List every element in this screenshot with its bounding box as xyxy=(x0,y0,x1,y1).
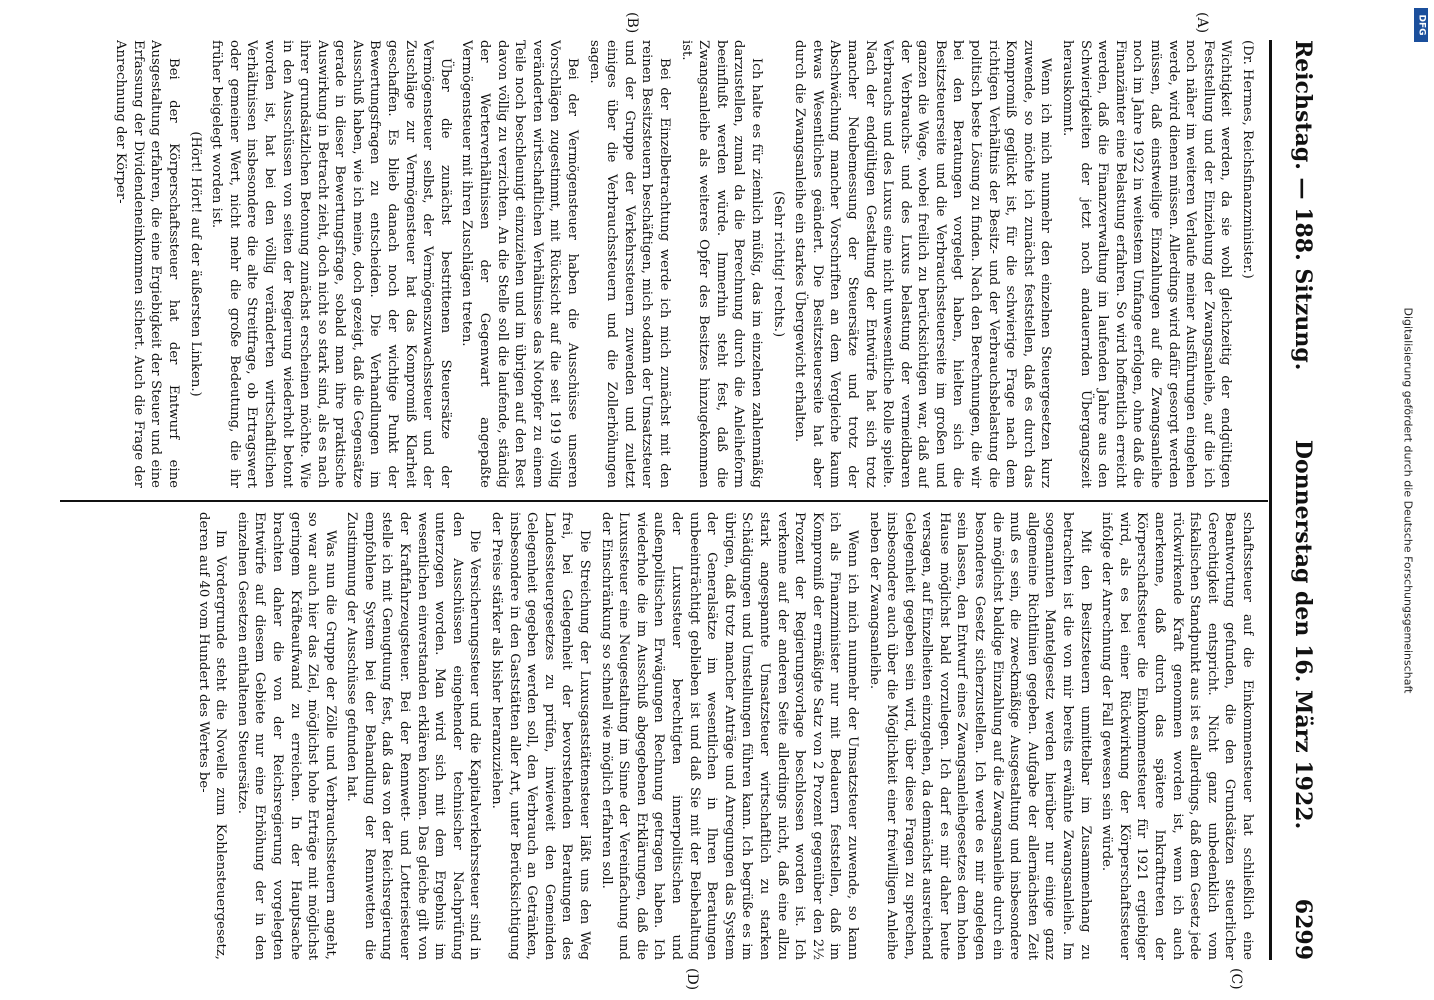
paragraph: Im Vordergrunde steht die Novelle zum Kohlensteuergesetz, deren auf 40 vom Hundert des Wertes be- xyxy=(195,512,229,960)
margin-mark-c: (C) xyxy=(1228,968,1244,990)
document-page xyxy=(40,0,1340,1000)
paragraph: Ich halte es für ziemlich müßig, das im einzelnen zahlenmäßig darzustellen, zumal da die Berechnung durch die Anleiheform beeinflußt werden würde. Immerhin steht fest, daß die Zwangsanleihe als weiteres Opfer des Besitzes hinzugekommen ist. xyxy=(678,40,764,488)
right-column xyxy=(70,512,1256,960)
page-header xyxy=(1276,40,1316,960)
speaker-line: (Dr. Hermes, Reichsfinanzminister.) xyxy=(1240,40,1255,279)
paragraph: Wenn ich mich nunmehr der Umsatzsteuer zuwende, so kann ich als Finanzminister nur mit Bedauern feststellen, daß im Kompromiß der ermäßigte Satz von 2 Prozent gegenüber den 2½ Prozent der Regierungsvorlage beschlossen worden ist. Ich verkenne auf der anderen Seite allerdings nicht, daß eine allzu stark angespannte Umsatzsteuer wirtschaftlich zu starken Schädigungen und Umstellungen führen kann. Ich begrüße es im übrigen, daß trotz mancher Anträge und Anregungen das System der Generalsätze im wesentlichen in Ihren Beratungen unbeeinträchtigt geblieben ist und daß Sie mit der Beibehaltung der Luxussteuer berechtigten innerpolitischen und außenpolitischen Erwägungen Rechnung getragen haben. Ich wiederhole die im Ausschuß abgegebenen Erklärungen, daß die Luxussteuer eine Neugestaltung im Sinne der Vereinfachung und der Einschränkung so schnell wie möglich erfahren soll. xyxy=(598,512,860,960)
digitization-note xyxy=(1392,60,1424,940)
paragraph: Was nun die Gruppe der Zölle und Verbrauchssteuern angeht, so war auch hier das Ziel, möglichst hohe Erträge mit möglichst geringem Kräfteaufwand zu erreichen. In der Hauptsache brachten daher die von der Reichsregierung vorgelegten Entwürfe auf diesem Gebiete nur eine Erhöhung der in den einzelnen Gesetzen enthaltenen Steuersätze. xyxy=(234,512,338,960)
left-column xyxy=(70,40,1256,488)
paragraph: Mit den Besitzsteuern unmittelbar im Zusammenhang zu betrachten ist die von mir bereits erwähnte Zwangsanleihe. Im sogenannten Mantelgesetz werden hierüber nur einige ganz allgemeine Richtlinien gegeben. Aufgabe der allernächsten Zeit muß es sein, die zweckmäßige Ausgestaltung und insbesondere die möglichst baldige Einzahlung auf die Zwangsanleihe durch ein besonderes Gesetz sicherzustellen. Ich werde es mir angelegen sein lassen, den Entwurf eines Zwangsanleihegesetzes dem hohen Hause möglichst bald vorzulegen. Ich darf es mir daher heute versagen, auf Einzelheiten einzugehen, da demnächst ausreichend Gelegenheit gegeben sein wird, über diese Fragen zu sprechen, insbesondere auch über die Möglichkeit einer freiwilligen Anleihe neben der Zwangsanleihe. xyxy=(866,512,1093,960)
paragraph: Die Versicherungssteuer und die Kapitalverkehrssteuer sind in den Ausschüssen eingehender technischer Nachprüfung unterzogen worden. Man wird sich mit dem Ergebnis im wesentlichen einverstanden erklären können. Das gleiche gilt von der Kraftfahrzeugsteuer. Bei der Rennwett- und Lotteriesteuer stelle ich mit Genugtuung fest, daß das von der Reichsregierung empfohlene System bei der Behandlung der Rennwetten die Zustimmung der Ausschüsse gefunden hat. xyxy=(344,512,483,960)
interjection: (Hört! Hört! auf der äußersten Linken.) xyxy=(187,131,203,397)
paragraph: Bei der Einzelbetrachtung werde ich mich zunächst mit den reinen Besitzsteuern beschäftigen, mich sodann der Umsatzsteuer und der Gruppe der Verkehrssteuern zuwenden und zuletzt einiges über die Verbrauchssteuern und die Zollerhöhungen sagen. xyxy=(586,40,672,488)
dfg-logo xyxy=(1414,8,1428,42)
header-date: Donnerstag den 16. März 1922. xyxy=(1290,439,1316,830)
header-left: Reichstag. — 188. Sitzung. xyxy=(1290,40,1316,371)
paragraph: Wichtigkeit werden, da sie wohl gleichzeitig der endgültigen Feststellung und der Einziehung der Zwangsanleihe, auf die ich noch näher im weiteren Verlaufe meiner Ausführungen eingehen werde, wird dienen müssen. Allerdings wird dafür gesorgt werden müssen, daß einstweilige Einzahlungen auf die Zwangsanleihe noch im Jahre 1922 in weitestem Umfange erfolgen, ohne daß die Finanzämter eine Belastung erfahren. So wird hoffentlich erreicht werden, daß die Finanzverwaltung im laufenden Jahre aus den Schwierigkeiten der jetzt noch andauernden Übergangszeit herauskommt. xyxy=(1060,40,1234,488)
margin-mark-a: (A) xyxy=(1194,12,1210,34)
paragraph: Die Streichung der Luxusgaststättensteuer läßt uns den Weg frei, bei Gelegenheit der bevorstehenden Beratungen des Landessteuergesetzes zu prüfen, inwieweit den Gemeinden Gelegenheit gegeben werden soll, den Verbrauch an Getränken, insbesondere in den Gaststätten aller Art, unter Berücksichtigung der Preise stärker als bisher heranzuziehen. xyxy=(489,512,593,960)
margin-mark-d: (D) xyxy=(684,968,700,991)
column-divider xyxy=(60,500,1268,502)
dfg-logo-text: DFG xyxy=(1416,14,1427,36)
interjection: (Sehr richtig! rechts.) xyxy=(770,190,786,338)
margin-mark-b: (B) xyxy=(624,12,640,34)
page-number: 6299 xyxy=(1290,898,1316,960)
header-rule xyxy=(1269,40,1272,960)
paragraph: schaftssteuer auf die Einkommensteuer hat schließlich eine Beantwortung gefunden, die den Grundsätzen steuerlicher Gerechtigkeit entspricht. Nicht ganz unbedenklich vom fiskalischen Standpunkt aus ist es allerdings, daß dem Gesetz jede rückwirkende Kraft genommen worden ist, wenn ich auch anerkenne, daß durch das spätere Inkrafttreten der Körperschaftssteuer die Einkommensteuer für 1921 ergiebiger wird, als es bei einer Rückwirkung der Körperschaftssteuer infolge der Anrechnung der Fall gewesen sein würde. xyxy=(1099,512,1255,960)
paragraph: Wenn ich mich nunmehr den einzelnen Steuergesetzen kurz zuwende, so möchte ich zunächst feststellen, daß es durch das Kompromiß geglückt ist, für die schwierige Frage nach dem richtigen Verhältnis der Besitz- und der Verbrauchsbelastung die politisch beste Lösung zu finden. Nach den Berechnungen, die wir bei den Beratungen vorgelegt haben, hielten sich die Besitzsteuerseite und die Verbrauchssteuerseite im großen und ganzen die Wage, wobei freilich zu berücksichtigen war, daß auf der Verbrauchs- und des Luxus belastung der vermeidbaren Verbrauchs und des Luxus eine nicht unwesentliche Rolle spielte. Nach der endgültigen Gestaltung der Entwürfe hat sich trotz mancher Neubemessung der Steuersätze und trotz der Abschwächung mancher Vorschriften an dem Vergleiche kaum etwas Wesentliches geändert. Die Besitzsteuerseite hat aber durch die Zwangsanleihe ein starkes Übergewicht erhalten. xyxy=(792,40,1054,488)
paragraph: Bei der Körperschaftssteuer hat der Entwurf eine Ausgestaltung erfahren, die eine Ergiebigkeit der Steuer und eine Erfassung der Dividendeneinkommen sichert. Auch die Frage der Anrechnung der Körper- xyxy=(113,40,181,488)
paragraph: Über die zunächst bestrittenen Steuersätze der Vermögensteuer selbst, der Vermögenszuwachssteuer und der Zuschläge zur Vermögensteuer hat das Kompromiß Klarheit geschaffen. Es blieb danach noch der wichtige Punkt der Bewertungsfragen zu entscheiden. Die Verhandlungen im Ausschuß haben, wie ich meine, doch gezeigt, daß die Gegensätze gerade in dieser Bewertungsfrage, sobald man ihre praktische Auswirkung in Betracht zieht, doch nicht so stark sind, als es nach ihrer grundsätzlichen Betonung zunächst erscheinen möchte. Wie in den Ausschüssen von seiten der Regierung wiederholt betont worden ist, hat bei den völlig veränderten wirtschaftlichen Verhältnissen insbesondere die alte Streitfrage, ob Ertragswert oder gemeiner Wert, nicht mehr die große Bedeutung, die ihr früher beigelegt worden ist. xyxy=(209,40,453,488)
paragraph: Bei der Vermögensteuer haben die Ausschüsse unseren Vorschlägen zugestimmt, mit Rücksicht auf die seit 1919 völlig veränderten wirtschaftlichen Verhältnisse das Notopfer zu einem Teile noch beschleunigt einzuziehen und im übrigen auf den Rest davon völlig zu verzichten. An die Stelle soll die laufende, ständig der Werterverhältnissen der Gegenwart angepaßte Vermögensteuer mit ihren Zuschlägen treten. xyxy=(459,40,581,488)
digitization-note-text: Digitalisierung gefördert durch die Deutsche Forschungsgemeinschaft xyxy=(1401,307,1415,693)
